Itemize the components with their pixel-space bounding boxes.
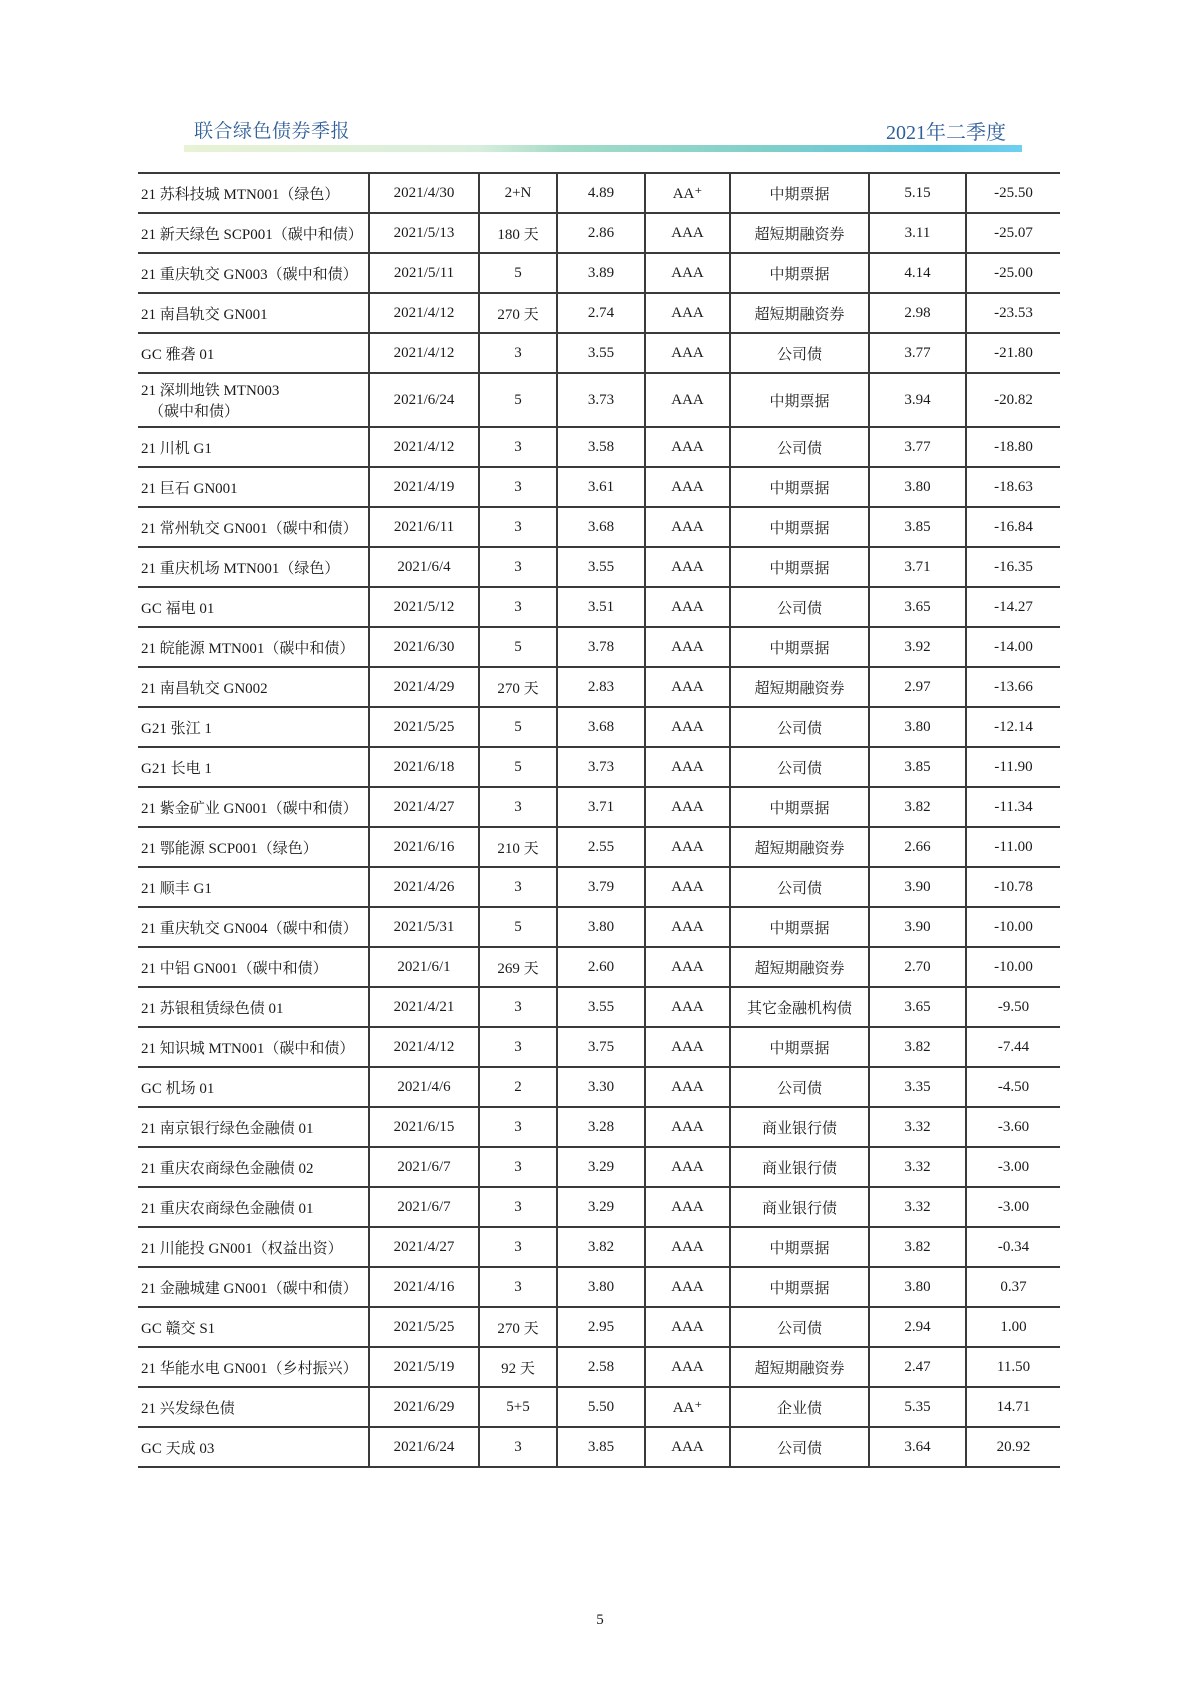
bond-name-line1: 21 深圳地铁 MTN003 bbox=[141, 383, 280, 399]
term-cell: 3 bbox=[479, 587, 557, 627]
bond-name-cell: 21 苏银租赁绿色债 01 bbox=[138, 987, 369, 1027]
spread-cell: -4.50 bbox=[966, 1067, 1060, 1107]
coupon-rate-cell: 3.30 bbox=[557, 1067, 645, 1107]
reference-yield-cell: 5.35 bbox=[869, 1387, 966, 1427]
spread-cell: -0.34 bbox=[966, 1227, 1060, 1267]
coupon-rate-cell: 3.73 bbox=[557, 747, 645, 787]
reference-yield-cell: 3.77 bbox=[869, 333, 966, 373]
bond-type-cell: 中期票据 bbox=[730, 253, 869, 293]
spread-cell: -11.00 bbox=[966, 827, 1060, 867]
term-cell: 270 天 bbox=[479, 293, 557, 333]
reference-yield-cell: 3.71 bbox=[869, 547, 966, 587]
bond-name-cell: 21 华能水电 GN001（乡村振兴） bbox=[138, 1347, 369, 1387]
issue-date-cell: 2021/4/12 bbox=[369, 293, 479, 333]
credit-rating-cell: AAA bbox=[645, 587, 730, 627]
spread-cell: -3.00 bbox=[966, 1147, 1060, 1187]
bond-type-cell: 中期票据 bbox=[730, 1027, 869, 1067]
credit-rating-cell: AA⁺ bbox=[645, 1387, 730, 1427]
table-row bbox=[138, 1267, 1060, 1307]
reference-yield-cell: 3.80 bbox=[869, 1267, 966, 1307]
reference-yield-cell: 3.92 bbox=[869, 627, 966, 667]
issue-date-cell: 2021/5/19 bbox=[369, 1347, 479, 1387]
table-row bbox=[138, 787, 1060, 827]
bond-type-cell: 公司债 bbox=[730, 707, 869, 747]
term-cell: 3 bbox=[479, 427, 557, 467]
table-row bbox=[138, 173, 1060, 213]
spread-cell: -21.80 bbox=[966, 333, 1060, 373]
term-cell: 2+N bbox=[479, 173, 557, 213]
spread-cell: -12.14 bbox=[966, 707, 1060, 747]
bond-type-cell: 中期票据 bbox=[730, 1227, 869, 1267]
coupon-rate-cell: 3.79 bbox=[557, 867, 645, 907]
table-row bbox=[138, 1067, 1060, 1107]
bond-name-cell: 21 兴发绿色债 bbox=[138, 1387, 369, 1427]
term-cell: 3 bbox=[479, 1107, 557, 1147]
term-cell: 3 bbox=[479, 1027, 557, 1067]
coupon-rate-cell: 3.78 bbox=[557, 627, 645, 667]
credit-rating-cell: AAA bbox=[645, 1347, 730, 1387]
issue-date-cell: 2021/4/12 bbox=[369, 427, 479, 467]
spread-cell: -20.82 bbox=[966, 373, 1060, 427]
reference-yield-cell: 3.35 bbox=[869, 1067, 966, 1107]
credit-rating-cell: AAA bbox=[645, 1227, 730, 1267]
coupon-rate-cell: 2.60 bbox=[557, 947, 645, 987]
spread-cell: -3.00 bbox=[966, 1187, 1060, 1227]
credit-rating-cell: AAA bbox=[645, 333, 730, 373]
issue-date-cell: 2021/5/25 bbox=[369, 707, 479, 747]
issue-date-cell: 2021/4/21 bbox=[369, 987, 479, 1027]
issue-date-cell: 2021/4/27 bbox=[369, 787, 479, 827]
reference-yield-cell: 3.90 bbox=[869, 867, 966, 907]
reference-yield-cell: 2.66 bbox=[869, 827, 966, 867]
table-row bbox=[138, 1027, 1060, 1067]
bond-name-cell: 21 南京银行绿色金融债 01 bbox=[138, 1107, 369, 1147]
issue-date-cell: 2021/6/16 bbox=[369, 827, 479, 867]
reference-yield-cell: 3.65 bbox=[869, 587, 966, 627]
table-row bbox=[138, 1307, 1060, 1347]
reference-yield-cell: 2.70 bbox=[869, 947, 966, 987]
coupon-rate-cell: 3.51 bbox=[557, 587, 645, 627]
issue-date-cell: 2021/6/15 bbox=[369, 1107, 479, 1147]
table-row bbox=[138, 707, 1060, 747]
coupon-rate-cell: 2.86 bbox=[557, 213, 645, 253]
issue-date-cell: 2021/5/13 bbox=[369, 213, 479, 253]
issue-date-cell: 2021/4/30 bbox=[369, 173, 479, 213]
issue-date-cell: 2021/5/12 bbox=[369, 587, 479, 627]
report-title: 联合绿色债券季报 bbox=[194, 120, 351, 142]
coupon-rate-cell: 3.89 bbox=[557, 253, 645, 293]
bond-type-cell: 其它金融机构债 bbox=[730, 987, 869, 1027]
reference-yield-cell: 3.80 bbox=[869, 467, 966, 507]
issue-date-cell: 2021/4/12 bbox=[369, 1027, 479, 1067]
reference-yield-cell: 3.65 bbox=[869, 987, 966, 1027]
credit-rating-cell: AAA bbox=[645, 1027, 730, 1067]
credit-rating-cell: AAA bbox=[645, 1187, 730, 1227]
bond-name-cell: 21 金融城建 GN001（碳中和债） bbox=[138, 1267, 369, 1307]
table-row bbox=[138, 747, 1060, 787]
term-cell: 3 bbox=[479, 1187, 557, 1227]
reference-yield-cell: 3.94 bbox=[869, 373, 966, 427]
reference-yield-cell: 3.11 bbox=[869, 213, 966, 253]
bond-name-cell: 21 南昌轨交 GN001 bbox=[138, 293, 369, 333]
issue-date-cell: 2021/5/11 bbox=[369, 253, 479, 293]
reference-yield-cell: 2.98 bbox=[869, 293, 966, 333]
term-cell: 5 bbox=[479, 707, 557, 747]
issue-date-cell: 2021/4/12 bbox=[369, 333, 479, 373]
coupon-rate-cell: 4.89 bbox=[557, 173, 645, 213]
table-row bbox=[138, 1107, 1060, 1147]
table-row bbox=[138, 987, 1060, 1027]
reference-yield-cell: 2.97 bbox=[869, 667, 966, 707]
term-cell: 270 天 bbox=[479, 1307, 557, 1347]
table-row bbox=[138, 333, 1060, 373]
bond-name-cell: 21 顺丰 G1 bbox=[138, 867, 369, 907]
credit-rating-cell: AAA bbox=[645, 1267, 730, 1307]
credit-rating-cell: AAA bbox=[645, 667, 730, 707]
bond-name-cell: 21 中铝 GN001（碳中和债） bbox=[138, 947, 369, 987]
term-cell: 5 bbox=[479, 907, 557, 947]
table-row bbox=[138, 827, 1060, 867]
issue-date-cell: 2021/4/29 bbox=[369, 667, 479, 707]
bond-name-cell: GC 雅砻 01 bbox=[138, 333, 369, 373]
table-row bbox=[138, 907, 1060, 947]
table-row bbox=[138, 667, 1060, 707]
coupon-rate-cell: 2.55 bbox=[557, 827, 645, 867]
credit-rating-cell: AAA bbox=[645, 547, 730, 587]
spread-cell: -14.00 bbox=[966, 627, 1060, 667]
spread-cell: -18.63 bbox=[966, 467, 1060, 507]
spread-cell: 0.37 bbox=[966, 1267, 1060, 1307]
coupon-rate-cell: 3.80 bbox=[557, 907, 645, 947]
reference-yield-cell: 3.77 bbox=[869, 427, 966, 467]
credit-rating-cell: AAA bbox=[645, 1107, 730, 1147]
credit-rating-cell: AAA bbox=[645, 1147, 730, 1187]
bond-type-cell: 中期票据 bbox=[730, 1267, 869, 1307]
issue-date-cell: 2021/6/24 bbox=[369, 373, 479, 427]
table-body bbox=[138, 173, 1060, 1467]
table-row bbox=[138, 213, 1060, 253]
bond-type-cell: 中期票据 bbox=[730, 627, 869, 667]
coupon-rate-cell: 2.83 bbox=[557, 667, 645, 707]
credit-rating-cell: AAA bbox=[645, 947, 730, 987]
spread-cell: -14.27 bbox=[966, 587, 1060, 627]
reference-yield-cell: 3.32 bbox=[869, 1107, 966, 1147]
credit-rating-cell: AAA bbox=[645, 627, 730, 667]
coupon-rate-cell: 3.85 bbox=[557, 1427, 645, 1467]
page-header bbox=[176, 112, 1024, 152]
term-cell: 3 bbox=[479, 787, 557, 827]
bond-name-cell: G21 长电 1 bbox=[138, 747, 369, 787]
bond-name-cell: GC 福电 01 bbox=[138, 587, 369, 627]
coupon-rate-cell: 3.82 bbox=[557, 1227, 645, 1267]
bond-name-cell: 21 知识城 MTN001（碳中和债） bbox=[138, 1027, 369, 1067]
green-bond-table bbox=[138, 172, 1060, 1468]
bond-name-cell: 21 苏科技城 MTN001（绿色） bbox=[138, 173, 369, 213]
term-cell: 5 bbox=[479, 253, 557, 293]
term-cell: 3 bbox=[479, 1267, 557, 1307]
table-row bbox=[138, 467, 1060, 507]
bond-name-cell: 21 新天绿色 SCP001（碳中和债） bbox=[138, 213, 369, 253]
coupon-rate-cell: 3.29 bbox=[557, 1187, 645, 1227]
reference-yield-cell: 3.82 bbox=[869, 1027, 966, 1067]
table-row bbox=[138, 1187, 1060, 1227]
credit-rating-cell: AAA bbox=[645, 907, 730, 947]
bond-type-cell: 公司债 bbox=[730, 1307, 869, 1347]
table-row bbox=[138, 293, 1060, 333]
issue-date-cell: 2021/5/25 bbox=[369, 1307, 479, 1347]
term-cell: 5 bbox=[479, 627, 557, 667]
bond-type-cell: 公司债 bbox=[730, 333, 869, 373]
coupon-rate-cell: 3.80 bbox=[557, 1267, 645, 1307]
bond-type-cell: 中期票据 bbox=[730, 507, 869, 547]
coupon-rate-cell: 3.28 bbox=[557, 1107, 645, 1147]
bond-name-cell: 21 紫金矿业 GN001（碳中和债） bbox=[138, 787, 369, 827]
spread-cell: -16.84 bbox=[966, 507, 1060, 547]
term-cell: 5 bbox=[479, 747, 557, 787]
bond-type-cell: 公司债 bbox=[730, 747, 869, 787]
table-row bbox=[138, 947, 1060, 987]
coupon-rate-cell: 2.95 bbox=[557, 1307, 645, 1347]
bond-name-line2: （碳中和债） bbox=[149, 404, 240, 420]
credit-rating-cell: AAA bbox=[645, 213, 730, 253]
bond-type-cell: 公司债 bbox=[730, 587, 869, 627]
table-row bbox=[138, 1387, 1060, 1427]
credit-rating-cell: AAA bbox=[645, 1067, 730, 1107]
bond-name-cell: 21 重庆农商绿色金融债 02 bbox=[138, 1147, 369, 1187]
spread-cell: -16.35 bbox=[966, 547, 1060, 587]
issue-date-cell: 2021/6/1 bbox=[369, 947, 479, 987]
spread-cell: -10.00 bbox=[966, 947, 1060, 987]
spread-cell: 14.71 bbox=[966, 1387, 1060, 1427]
reference-yield-cell: 3.64 bbox=[869, 1427, 966, 1467]
bond-type-cell: 超短期融资券 bbox=[730, 1347, 869, 1387]
bond-type-cell: 超短期融资券 bbox=[730, 293, 869, 333]
term-cell: 210 天 bbox=[479, 827, 557, 867]
spread-cell: -11.34 bbox=[966, 787, 1060, 827]
coupon-rate-cell: 3.58 bbox=[557, 427, 645, 467]
table-row bbox=[138, 587, 1060, 627]
bond-name-cell: 21 南昌轨交 GN002 bbox=[138, 667, 369, 707]
bond-name-cell: GC 赣交 S1 bbox=[138, 1307, 369, 1347]
table-row bbox=[138, 427, 1060, 467]
table-row bbox=[138, 253, 1060, 293]
bond-type-cell: 商业银行债 bbox=[730, 1107, 869, 1147]
credit-rating-cell: AAA bbox=[645, 293, 730, 333]
bond-type-cell: 超短期融资券 bbox=[730, 947, 869, 987]
bond-type-cell: 中期票据 bbox=[730, 547, 869, 587]
bond-type-cell: 超短期融资券 bbox=[730, 827, 869, 867]
coupon-rate-cell: 3.73 bbox=[557, 373, 645, 427]
term-cell: 3 bbox=[479, 507, 557, 547]
bond-name-cell: 21 重庆轨交 GN004（碳中和债） bbox=[138, 907, 369, 947]
bond-type-cell: 商业银行债 bbox=[730, 1187, 869, 1227]
spread-cell: 1.00 bbox=[966, 1307, 1060, 1347]
coupon-rate-cell: 3.61 bbox=[557, 467, 645, 507]
bond-name-cell: 21 常州轨交 GN001（碳中和债） bbox=[138, 507, 369, 547]
reference-yield-cell: 3.82 bbox=[869, 787, 966, 827]
bond-name-cell: 21 皖能源 MTN001（碳中和债） bbox=[138, 627, 369, 667]
issue-date-cell: 2021/6/29 bbox=[369, 1387, 479, 1427]
reference-yield-cell: 3.85 bbox=[869, 507, 966, 547]
table-row bbox=[138, 1347, 1060, 1387]
credit-rating-cell: AAA bbox=[645, 787, 730, 827]
credit-rating-cell: AAA bbox=[645, 867, 730, 907]
spread-cell: -25.00 bbox=[966, 253, 1060, 293]
credit-rating-cell: AAA bbox=[645, 427, 730, 467]
term-cell: 3 bbox=[479, 1147, 557, 1187]
credit-rating-cell: AAA bbox=[645, 507, 730, 547]
bond-name-cell: GC 机场 01 bbox=[138, 1067, 369, 1107]
reference-yield-cell: 3.90 bbox=[869, 907, 966, 947]
issue-date-cell: 2021/6/30 bbox=[369, 627, 479, 667]
credit-rating-cell: AAA bbox=[645, 373, 730, 427]
term-cell: 3 bbox=[479, 867, 557, 907]
spread-cell: -7.44 bbox=[966, 1027, 1060, 1067]
reference-yield-cell: 3.32 bbox=[869, 1147, 966, 1187]
issue-date-cell: 2021/4/16 bbox=[369, 1267, 479, 1307]
term-cell: 3 bbox=[479, 1227, 557, 1267]
spread-cell: -25.50 bbox=[966, 173, 1060, 213]
table-row bbox=[138, 507, 1060, 547]
table-row bbox=[138, 1147, 1060, 1187]
bond-type-cell: 公司债 bbox=[730, 427, 869, 467]
bond-name-cell: 21 川能投 GN001（权益出资） bbox=[138, 1227, 369, 1267]
bond-type-cell: 中期票据 bbox=[730, 467, 869, 507]
coupon-rate-cell: 3.55 bbox=[557, 333, 645, 373]
bond-type-cell: 中期票据 bbox=[730, 907, 869, 947]
coupon-rate-cell: 3.68 bbox=[557, 507, 645, 547]
bond-name-cell: GC 天成 03 bbox=[138, 1427, 369, 1467]
bond-type-cell: 中期票据 bbox=[730, 373, 869, 427]
term-cell: 270 天 bbox=[479, 667, 557, 707]
bond-name-cell bbox=[138, 373, 369, 427]
term-cell: 92 天 bbox=[479, 1347, 557, 1387]
term-cell: 3 bbox=[479, 333, 557, 373]
reference-yield-cell: 5.15 bbox=[869, 173, 966, 213]
bond-name-cell: 21 鄂能源 SCP001（绿色） bbox=[138, 827, 369, 867]
bond-name-cell: 21 重庆轨交 GN003（碳中和债） bbox=[138, 253, 369, 293]
issue-date-cell: 2021/4/6 bbox=[369, 1067, 479, 1107]
reference-yield-cell: 3.82 bbox=[869, 1227, 966, 1267]
reference-yield-cell: 2.94 bbox=[869, 1307, 966, 1347]
term-cell: 5 bbox=[479, 373, 557, 427]
bond-type-cell: 公司债 bbox=[730, 867, 869, 907]
bond-type-cell: 公司债 bbox=[730, 1067, 869, 1107]
credit-rating-cell: AAA bbox=[645, 1427, 730, 1467]
issue-date-cell: 2021/6/11 bbox=[369, 507, 479, 547]
term-cell: 269 天 bbox=[479, 947, 557, 987]
bond-type-cell: 中期票据 bbox=[730, 787, 869, 827]
credit-rating-cell: AAA bbox=[645, 253, 730, 293]
table-row bbox=[138, 867, 1060, 907]
spread-cell: -3.60 bbox=[966, 1107, 1060, 1147]
coupon-rate-cell: 3.55 bbox=[557, 987, 645, 1027]
issue-date-cell: 2021/6/7 bbox=[369, 1187, 479, 1227]
coupon-rate-cell: 3.75 bbox=[557, 1027, 645, 1067]
spread-cell: -10.00 bbox=[966, 907, 1060, 947]
bond-name-cell: 21 重庆农商绿色金融债 01 bbox=[138, 1187, 369, 1227]
report-period: 2021年二季度 bbox=[886, 122, 1006, 144]
bond-name-cell: 21 重庆机场 MTN001（绿色） bbox=[138, 547, 369, 587]
reference-yield-cell: 3.85 bbox=[869, 747, 966, 787]
table-row bbox=[138, 1227, 1060, 1267]
spread-cell: 20.92 bbox=[966, 1427, 1060, 1467]
issue-date-cell: 2021/4/26 bbox=[369, 867, 479, 907]
spread-cell: 11.50 bbox=[966, 1347, 1060, 1387]
table-row bbox=[138, 547, 1060, 587]
reference-yield-cell: 2.47 bbox=[869, 1347, 966, 1387]
bond-type-cell: 公司债 bbox=[730, 1427, 869, 1467]
table-row bbox=[138, 373, 1060, 427]
coupon-rate-cell: 3.71 bbox=[557, 787, 645, 827]
term-cell: 3 bbox=[479, 987, 557, 1027]
bond-type-cell: 企业债 bbox=[730, 1387, 869, 1427]
term-cell: 3 bbox=[479, 547, 557, 587]
credit-rating-cell: AAA bbox=[645, 707, 730, 747]
reference-yield-cell: 3.80 bbox=[869, 707, 966, 747]
bond-name-cell: G21 张江 1 bbox=[138, 707, 369, 747]
issue-date-cell: 2021/6/18 bbox=[369, 747, 479, 787]
table-row bbox=[138, 627, 1060, 667]
term-cell: 2 bbox=[479, 1067, 557, 1107]
issue-date-cell: 2021/4/19 bbox=[369, 467, 479, 507]
header-gradient-bar bbox=[184, 145, 1022, 152]
spread-cell: -18.80 bbox=[966, 427, 1060, 467]
bond-type-cell: 超短期融资券 bbox=[730, 667, 869, 707]
issue-date-cell: 2021/6/24 bbox=[369, 1427, 479, 1467]
credit-rating-cell: AAA bbox=[645, 747, 730, 787]
credit-rating-cell: AAA bbox=[645, 987, 730, 1027]
term-cell: 3 bbox=[479, 1427, 557, 1467]
issue-date-cell: 2021/6/7 bbox=[369, 1147, 479, 1187]
credit-rating-cell: AA⁺ bbox=[645, 173, 730, 213]
coupon-rate-cell: 3.55 bbox=[557, 547, 645, 587]
spread-cell: -9.50 bbox=[966, 987, 1060, 1027]
reference-yield-cell: 3.32 bbox=[869, 1187, 966, 1227]
credit-rating-cell: AAA bbox=[645, 827, 730, 867]
issue-date-cell: 2021/5/31 bbox=[369, 907, 479, 947]
spread-cell: -11.90 bbox=[966, 747, 1060, 787]
reference-yield-cell: 4.14 bbox=[869, 253, 966, 293]
credit-rating-cell: AAA bbox=[645, 467, 730, 507]
issue-date-cell: 2021/4/27 bbox=[369, 1227, 479, 1267]
coupon-rate-cell: 2.58 bbox=[557, 1347, 645, 1387]
page-number: 5 bbox=[596, 1612, 604, 1628]
spread-cell: -23.53 bbox=[966, 293, 1060, 333]
term-cell: 180 天 bbox=[479, 213, 557, 253]
bond-name-cell: 21 巨石 GN001 bbox=[138, 467, 369, 507]
table-row bbox=[138, 1427, 1060, 1467]
spread-cell: -25.07 bbox=[966, 213, 1060, 253]
bond-type-cell: 中期票据 bbox=[730, 173, 869, 213]
coupon-rate-cell: 3.29 bbox=[557, 1147, 645, 1187]
credit-rating-cell: AAA bbox=[645, 1307, 730, 1347]
issue-date-cell: 2021/6/4 bbox=[369, 547, 479, 587]
bond-name-cell: 21 川机 G1 bbox=[138, 427, 369, 467]
coupon-rate-cell: 3.68 bbox=[557, 707, 645, 747]
bond-type-cell: 超短期融资券 bbox=[730, 213, 869, 253]
coupon-rate-cell: 5.50 bbox=[557, 1387, 645, 1427]
bond-type-cell: 商业银行债 bbox=[730, 1147, 869, 1187]
spread-cell: -13.66 bbox=[966, 667, 1060, 707]
coupon-rate-cell: 2.74 bbox=[557, 293, 645, 333]
spread-cell: -10.78 bbox=[966, 867, 1060, 907]
term-cell: 3 bbox=[479, 467, 557, 507]
term-cell: 5+5 bbox=[479, 1387, 557, 1427]
